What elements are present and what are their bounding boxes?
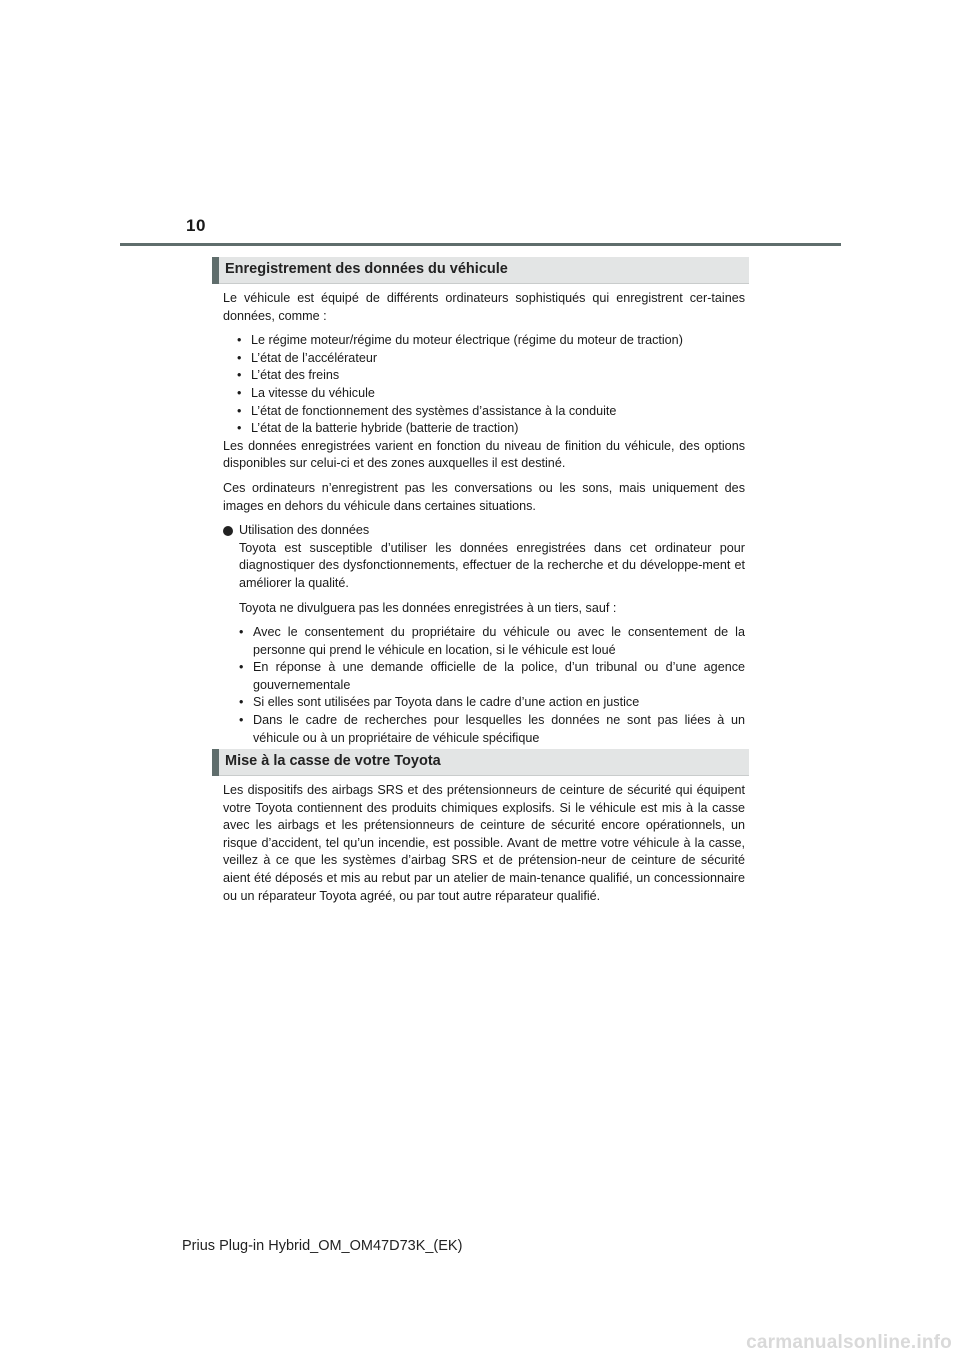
paragraph: Ces ordinateurs n’enregistrent pas les conversations ou les sons, mais uniquement des images en dehors du véhicule dans certaines situations. — [223, 480, 745, 513]
list-item: • Dans le cadre de recherches pour lesquelles les données ne sont pas liées à un véhicule ou à un propriétaire de véhicule spécifique — [239, 712, 745, 747]
intro-paragraph: Le véhicule est équipé de différents ordinateurs sophistiqués qui enregistrent cer-taines données, comme : — [223, 291, 745, 323]
list-item: • L’état des freins — [237, 367, 745, 385]
section-header-vehicle-data — [212, 257, 749, 284]
list-item: • Le régime moteur/régime du moteur électrique (régime du moteur de traction) — [237, 332, 745, 350]
paragraph: Les dispositifs des airbags SRS et des prétensionneurs de ceinture de sécurité qui équipent votre Toyota contiennent des produits chimiques explosifs. Si le véhicule est mis à la casse avec les airbags et les prétensionneurs de ceinture de sécurité encore opérationnels, un risque d’accident, tel qu’un incendie, est possible. Avant de mettre votre véhicule à la casse, veillez à ce que les systèmes d’airbag SRS et de prétension-neur de ceinture de sécurité aient été déposés et mis au rebut par un atelier de main-tenance qualifié, un concessionnaire ou un réparateur Toyota agréé, ou par tout autre réparateur qualifié. — [223, 783, 745, 903]
list-item: • En réponse à une demande officielle de la police, d’un tribunal ou d’une agence gouvernementale — [239, 659, 745, 694]
bullet-dot-icon — [223, 526, 233, 536]
section-header-scrapping — [212, 749, 749, 776]
page-number: 10 — [186, 216, 206, 235]
list-item: • Avec le consentement du propriétaire du véhicule ou avec le consentement de la personne qui prend le véhicule en location, si le véhicule est loué — [239, 624, 745, 659]
paragraph: Les données enregistrées varient en fonction du niveau de finition du véhicule, des options disponibles sur celui-ci et des zones auxquelles il est destiné. — [223, 438, 745, 471]
list-item: • L’état de la batterie hybride (batterie de traction) — [237, 420, 745, 438]
list-item: • La vitesse du véhicule — [237, 385, 745, 403]
header-rule — [120, 243, 841, 246]
disclosure-list — [239, 624, 745, 747]
section-title: Enregistrement des données du véhicule — [225, 261, 508, 277]
section-header-bar — [212, 257, 219, 284]
section-header-bar — [212, 749, 219, 776]
watermark: carmanualsonline.info — [746, 1332, 952, 1353]
list-item: • L’état de fonctionnement des systèmes d’assistance à la conduite — [237, 403, 745, 421]
usage-text: Toyota est susceptible d’utiliser les données enregistrées dans cet ordinateur pour diagnostiquer des dysfonctionnements, effectuer de la recherche et du développe-ment et améliorer la qualité. — [239, 540, 745, 590]
usage-body — [239, 522, 745, 747]
section-title: Mise à la casse de votre Toyota — [225, 753, 441, 769]
list-item: • Si elles sont utilisées par Toyota dans le cadre d’une action en justice — [239, 694, 745, 712]
recorded-data-list — [223, 332, 745, 438]
usage-block — [223, 522, 745, 747]
usage-heading: Utilisation des données — [239, 523, 370, 538]
document-footer: Prius Plug-in Hybrid_OM_OM47D73K_(EK) — [182, 1238, 463, 1254]
list-item: • L’état de l’accélérateur — [237, 350, 745, 368]
section-body-vehicle-data — [223, 290, 745, 747]
section-body-scrapping — [223, 782, 745, 912]
disclosure-text: Toyota ne divulguera pas les données enregistrées à un tiers, sauf : — [239, 600, 617, 615]
